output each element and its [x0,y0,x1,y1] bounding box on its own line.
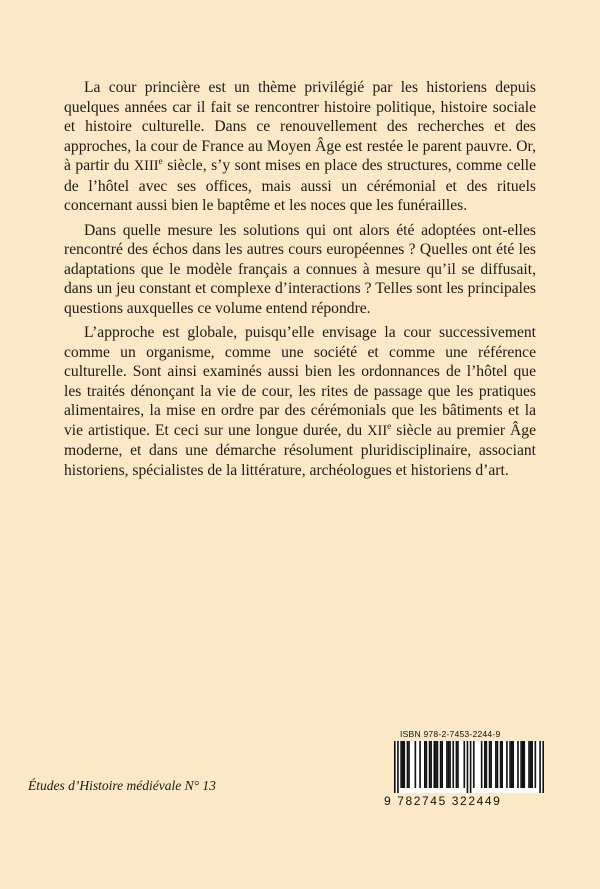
paragraph-1-text-b: siècle, s’y sont mises en place des structures, comme celle de l’hôtel avec ses offices, mais aussi un cérémonial et des rituels concernant aussi bien le baptême et les noces que les funérailles. [64,157,537,214]
barcode-bar [530,741,532,788]
barcode-bar [470,741,472,793]
barcode-bar [457,741,459,788]
barcode-bar [531,741,533,788]
barcode-bar [433,741,435,788]
barcode-bars [394,741,544,793]
barcode-bar [481,741,483,788]
back-cover-text [64,78,536,480]
barcode-bar [449,741,451,788]
barcode-bar [509,741,511,788]
paragraph-2-text: Dans quelle mesure les solutions qui ont alors été adoptées ont-elles rencontré des échos dans les autres cours européennes ? Quelles ont été les adaptations que le modèle français a connues à mesure qu’il se diffusait, dans un jeu constant et complexe d’interactions ? Telles sont les principales questions auxquelles ce volume entend répondre. [64,221,536,317]
paragraph-1 [64,78,536,216]
barcode-bar [490,741,492,788]
barcode-bar [437,741,439,788]
barcode-bar [448,741,450,788]
barcode-image [394,741,544,793]
barcode-bar [415,741,417,788]
barcode-bar [402,741,404,788]
barcode-bar [407,741,409,788]
barcode-bar [456,741,458,788]
barcode-bar [424,741,426,788]
century-numeral: XIII [133,158,159,174]
barcode-bar [452,741,454,788]
barcode-bar [520,741,522,788]
barcode-bar [463,741,465,788]
superscript-e: e [387,421,392,432]
barcode-bar [394,741,396,793]
paragraph-1-text-a: La cour princière est un thème privilégié par les historiens depuis quelques années car il fait se rencontrer histoire politique, histoire sociale et histoire culturelle. Dans ce renouvellement des recherches et des approches, la cour de France au Moyen Âge est restée le parent pauvre. Or, à partir du [64,79,536,174]
isbn-label: ISBN 978-2-7453-2244-9 [400,729,501,739]
barcode-bar [501,741,503,788]
barcode-bar [542,741,544,793]
barcode-bar [430,741,432,788]
paragraph-3-text-a: L’approche est globale, puisqu’elle envisage la cour successivement comme un organisme, comme une société et comme une référence culturelle. Sont ainsi examinés aussi bien les ordonnances de l’hôtel que les traités dénonçant la vie de cour, les rites de passage que les pratiques alimentaires, la mise en ordre par des cérémonials que les bâtiments et la vie artistique. Et ceci sur une longue durée, du [64,324,536,439]
barcode-bar [473,741,475,788]
paragraph-3 [64,323,536,480]
barcode-bar [467,741,469,793]
barcode-digits: 9 782745 322449 [384,794,502,808]
barcode-bar [400,741,402,788]
barcode-bar [403,741,405,788]
century-numeral: XII [367,422,388,439]
barcode-bar [486,741,488,788]
series-title: Études d’Histoire médiévale N° 13 [28,778,216,793]
barcode-bar [528,741,530,788]
barcode-bar [517,741,519,788]
barcode-bar [523,741,525,788]
barcode-bar [441,741,443,788]
barcode-bar [408,741,410,788]
barcode-bar [446,741,448,788]
barcode-bar [512,741,514,788]
barcode-bar [489,741,491,788]
barcode-bar [539,741,541,793]
barcode-bar [506,741,508,788]
barcode-bar [497,741,499,788]
barcode-bar [397,741,399,793]
barcode-bar [440,741,442,788]
barcode-bar [535,741,537,788]
barcode-bar [522,741,524,788]
superscript-e: e [158,156,163,167]
barcode-bar [435,741,437,788]
barcode-bar [419,741,421,788]
paragraph-2 [64,221,536,319]
barcode-bar [429,741,431,788]
barcode-bar [484,741,486,788]
barcode-bar [426,741,428,788]
barcode-bar [495,741,497,788]
barcode-bar [500,741,502,788]
barcode-bar [511,741,513,788]
paragraph-3-text-b: siècle au premier Âge moderne, et dans une démarche résolument pluridisciplinaire, associant historiens, spécialistes de la littérature, archéologues et historiens d’art. [64,421,536,479]
